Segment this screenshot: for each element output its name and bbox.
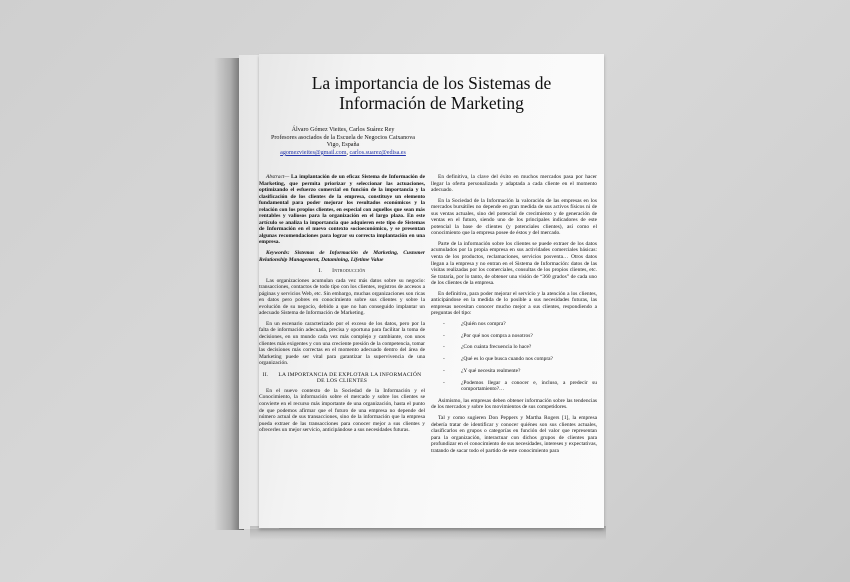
paragraph: En el nuevo contexto de la Sociedad de la Información y el Conocimiento, la información sobre el mercado y sobre los clientes se convierte en el recurso más importante de una organización, hasta el punto de que podemos afirmar que el futuro de una empresa no depende del número actual de sus transacciones, sino de la información que la empresa pueda extraer de las transacciones para conocer mejor a sus clientes y ofrecerles un mejor servicio, anticipándose a sus necesidades futuras. bbox=[259, 387, 425, 434]
section-2-number: II. bbox=[262, 371, 269, 378]
section-1-heading bbox=[259, 268, 425, 275]
author-affiliation: Profesores asociados de la Escuela de Negocios Caixanova bbox=[270, 134, 415, 141]
list-item: - ¿Y qué necesita realmente? bbox=[443, 367, 521, 374]
section-2-heading bbox=[259, 372, 425, 385]
paragraph: En definitiva, la clave del éxito en muchos mercados pasa por hacer llegar la oferta personalizada y adaptada a cada cliente en el momento adecuado. bbox=[431, 174, 597, 194]
list-item: - ¿Qué es lo que busca cuando nos compra? bbox=[443, 356, 553, 363]
keywords: Keywords: Sistemas de Información de Marketing, Customer Relationship Management, Datamining, Lifetime Value bbox=[259, 250, 425, 263]
paper-title: La importancia de los Sistemas de Información de Marketing bbox=[311, 73, 552, 113]
paragraph: Las organizaciones acumulan cada vez más datos sobre su negocio: transacciones, contactos de todo tipo con los clientes, registros de accesos a páginas y servicios Web, etc. Sin embargo, muchas organizaciones son ricas en datos pero pobres en conocimiento sobre sus clientes y sobre la evolución de su negocio, debido a que no han conseguido implantar un adecuado Sistema de Información de Marketing. bbox=[259, 277, 425, 317]
section-2-title: LA IMPORTANCIA DE EXPLOTAR LA INFORMACIÓN DE LOS CLIENTES bbox=[278, 371, 422, 385]
list-dash: - bbox=[443, 344, 445, 351]
list-item: - ¿Quién nos compra? bbox=[443, 320, 506, 327]
paragraph: Tal y como sugieren Don Peppers y Martha Rogers [1], la empresa debería tratar de identificar y conocer quiénes son sus clientes actuales, clasificarlos en grupos o categorías en función del valor que representan para la organización, interactuar con dichos grupos de clientes para profundizar en el conocimiento de sus necesidades, intereses y expectativas, tratando de sacar todo el partido de este conocimiento para bbox=[431, 414, 597, 454]
list-dash: - bbox=[443, 320, 445, 327]
list-dash: - bbox=[443, 367, 445, 374]
list-item: - ¿Por qué nos compra a nosotros? bbox=[443, 332, 533, 339]
paragraph: Asimismo, las empresas deben obtener información sobre las tendencias de los mercados y sobre los movimientos de sus competidores. bbox=[431, 397, 597, 411]
section-1-title: Introducción bbox=[332, 268, 366, 275]
section-1-number: I. bbox=[318, 268, 323, 275]
list-dash: - bbox=[443, 332, 445, 339]
abstract-label: Abstract— bbox=[266, 174, 290, 180]
paragraph: En la Sociedad de la Información la valoración de las empresas en los mercados bursátiles no depende en gran medida de sus activos físicos ni de sus ventas actuales, sino del potencial de crecimiento y de generación de ventas en el futuro, siendo uno de los principales indicadores de este potencial la base de clientes (y potenciales clientes), así como el conocimiento que la empresa posee de éstos y del mercado. bbox=[431, 197, 597, 237]
document-page bbox=[259, 54, 604, 528]
list-item: - ¿Con cuánta frecuencia lo hace? bbox=[443, 344, 532, 351]
paragraph: En un escenario caracterizado por el exceso de los datos, pero por la falta de información adecuada, precisa y oportuna para facilitar la toma de decisiones, en un mundo cada vez más complejo y cambiante, con unos clientes más exigentes y con una creciente presión de la competencia, tomar las decisiones más correctas en el momento adecuado dentro del área de Marketing puede ser vital para garantizar la supervivencia de una organización. bbox=[259, 320, 425, 367]
paragraph: En definitiva, para poder mejorar el servicio y la atención a los clientes, anticipándose en la medida de lo posible a sus necesidades futuras, las empresas necesitan conocer mucho mejor a sus clientes, respondiendo a preguntas del tipo: bbox=[431, 290, 597, 317]
list-dash: - bbox=[443, 356, 445, 363]
left-column bbox=[259, 174, 425, 438]
page-drop-shadow bbox=[250, 526, 606, 540]
email-link-2[interactable]: carlos.suarez@edisa.es bbox=[349, 149, 406, 156]
list-item: - ¿Podemos llegar a conocer e, incluso, a predecir su comportamiento?… bbox=[443, 379, 597, 393]
author-names: Álvaro Gómez Vieites, Carlos Suárez Rey bbox=[291, 127, 395, 133]
author-block bbox=[259, 127, 427, 157]
email-link-1[interactable]: agomezvieites@gmail.com bbox=[280, 149, 347, 156]
email-separator: , bbox=[346, 149, 350, 156]
question-list bbox=[431, 321, 597, 393]
author-emails bbox=[259, 150, 427, 158]
list-dash: - bbox=[443, 379, 445, 386]
abstract-text: La implantación de un eficaz Sistema de Información de Marketing, que permita priorizar y seleccionar las actuaciones, optimizando el esfuerzo comercial en función de la importancia y la clasificación de los clientes de la empresa, constituye un elemento fundamental para poder mejorar los resultados económicos y la relación con los propios clientes, en especial con aquellos que sean más rentables y valiosos para la organización en el largo plazo. En este artículo se analiza la importancia que adquieren este tipo de Sistemas de Información en el nuevo contexto socioeconómico, y se presentan algunas recomendaciones para lograr su correcta implantación en una empresa. bbox=[259, 174, 425, 246]
paragraph: Parte de la información sobre los clientes se puede extraer de los datos acumulados por la propia empresa en sus actividades comerciales básicas: venta de los productos, reclamaciones, servicios posventa… Otros datos llegan a la empresa y no entran en el Sistema de Información: datos de las visitas realizadas por los comerciales, consultas de los propios clientes, etc. Se trataría, por lo tanto, de obtener una visión de “360 grados” de cada uno de los clientes de la empresa. bbox=[431, 240, 597, 287]
right-column bbox=[431, 174, 597, 458]
abstract bbox=[259, 174, 425, 246]
author-location: Vigo, España bbox=[326, 142, 360, 149]
